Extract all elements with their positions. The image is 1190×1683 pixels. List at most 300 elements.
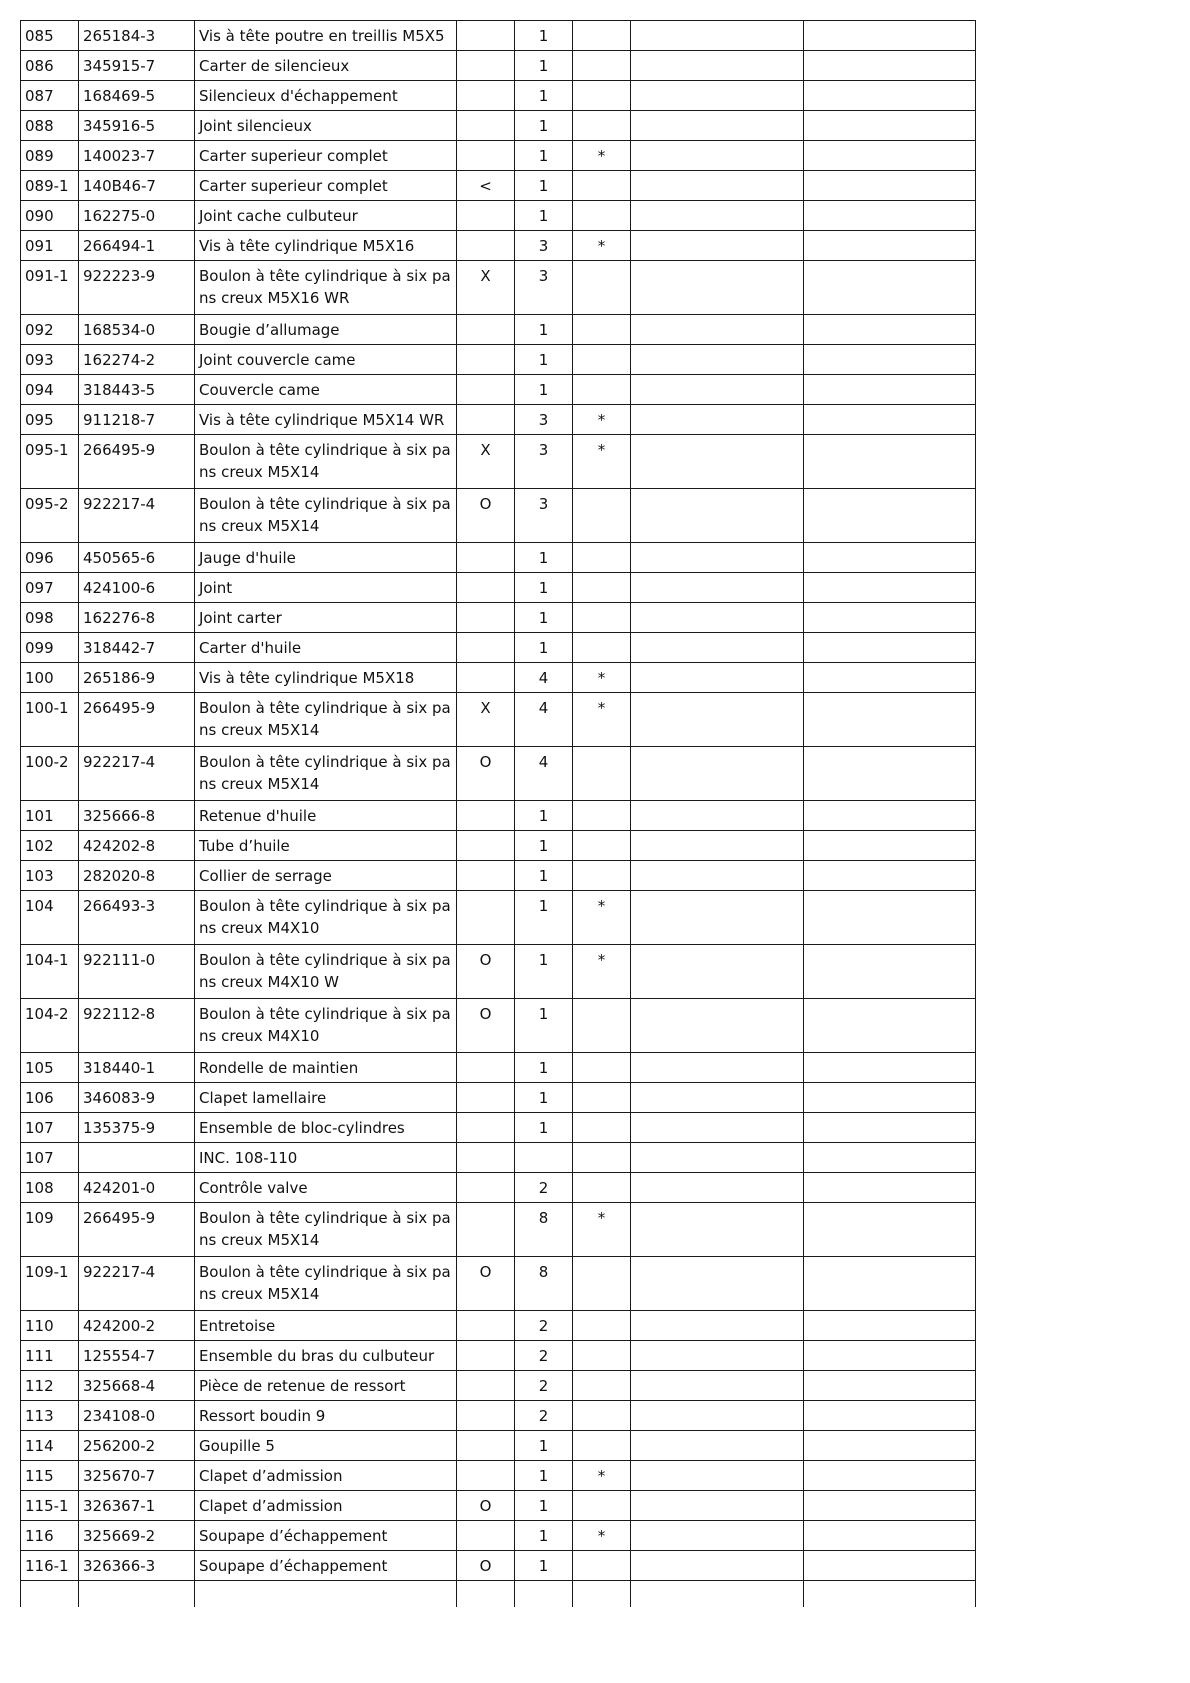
blank-cell (804, 201, 976, 231)
blank-cell (804, 801, 976, 831)
blank-cell (804, 1341, 976, 1371)
description-cell: Clapet lamellaire (195, 1083, 457, 1113)
parts-list-body (21, 21, 976, 1607)
part-number-cell: 922217-4 (79, 1257, 195, 1311)
blank-cell (631, 633, 804, 663)
table-row (21, 1401, 976, 1431)
blank-cell (631, 375, 804, 405)
quantity-cell: 1 (515, 201, 573, 231)
blank-cell (631, 201, 804, 231)
part-number-cell: 922111-0 (79, 945, 195, 999)
description-cell: Pièce de retenue de ressort (195, 1371, 457, 1401)
change-flag-cell (457, 1341, 515, 1371)
table-row (21, 51, 976, 81)
quantity-cell: 1 (515, 633, 573, 663)
table-row (21, 231, 976, 261)
item-ref-cell: 109-1 (21, 1257, 79, 1311)
quantity-cell: 1 (515, 111, 573, 141)
change-flag-cell (457, 345, 515, 375)
quantity-cell: 1 (515, 21, 573, 51)
quantity-cell: 1 (515, 945, 573, 999)
change-flag-cell (457, 405, 515, 435)
part-number-cell: 162276-8 (79, 603, 195, 633)
blank-cell (804, 1551, 976, 1581)
description-cell: Boulon à tête cylindrique à six pans creux M5X16 WR (195, 261, 457, 315)
blank-cell (631, 1551, 804, 1581)
note-mark-cell: * (573, 945, 631, 999)
item-ref-cell: 100-1 (21, 693, 79, 747)
quantity-cell: 1 (515, 861, 573, 891)
part-number-cell: 265186-9 (79, 663, 195, 693)
blank-cell (804, 51, 976, 81)
description-cell: Joint carter (195, 603, 457, 633)
note-mark-cell: * (573, 435, 631, 489)
note-mark-cell (573, 543, 631, 573)
table-row (21, 633, 976, 663)
part-number-cell: 424201-0 (79, 1173, 195, 1203)
part-number-cell (79, 1143, 195, 1173)
note-mark-cell: * (573, 1461, 631, 1491)
item-ref-cell: 092 (21, 315, 79, 345)
part-number-cell: 326367-1 (79, 1491, 195, 1521)
part-number-cell: 282020-8 (79, 861, 195, 891)
description-cell (195, 1581, 457, 1607)
blank-cell (804, 1581, 976, 1607)
table-row (21, 1491, 976, 1521)
quantity-cell: 2 (515, 1371, 573, 1401)
table-row (21, 405, 976, 435)
blank-cell (804, 1371, 976, 1401)
blank-cell (631, 801, 804, 831)
quantity-cell: 2 (515, 1341, 573, 1371)
blank-cell (631, 747, 804, 801)
item-ref-cell: 114 (21, 1431, 79, 1461)
blank-cell (804, 1257, 976, 1311)
change-flag-cell (457, 1113, 515, 1143)
note-mark-cell (573, 345, 631, 375)
note-mark-cell: * (573, 891, 631, 945)
item-ref-cell: 107 (21, 1143, 79, 1173)
item-ref-cell: 098 (21, 603, 79, 633)
item-ref-cell: 115-1 (21, 1491, 79, 1521)
quantity-cell: 8 (515, 1257, 573, 1311)
quantity-cell: 1 (515, 171, 573, 201)
part-number-cell: 135375-9 (79, 1113, 195, 1143)
table-row (21, 663, 976, 693)
description-cell: Boulon à tête cylindrique à six pans creux M4X10 W (195, 945, 457, 999)
change-flag-cell (457, 1083, 515, 1113)
item-ref-cell: 101 (21, 801, 79, 831)
change-flag-cell (457, 1311, 515, 1341)
note-mark-cell: * (573, 663, 631, 693)
quantity-cell: 1 (515, 603, 573, 633)
quantity-cell: 1 (515, 1521, 573, 1551)
part-number-cell: 318443-5 (79, 375, 195, 405)
note-mark-cell: * (573, 405, 631, 435)
change-flag-cell (457, 573, 515, 603)
item-ref-cell: 086 (21, 51, 79, 81)
quantity-cell: 1 (515, 1083, 573, 1113)
note-mark-cell: * (573, 231, 631, 261)
item-ref-cell: 105 (21, 1053, 79, 1083)
item-ref-cell: 088 (21, 111, 79, 141)
note-mark-cell (573, 201, 631, 231)
quantity-cell (515, 1581, 573, 1607)
part-number-cell: 424200-2 (79, 1311, 195, 1341)
part-number-cell: 318442-7 (79, 633, 195, 663)
description-cell: Vis à tête cylindrique M5X14 WR (195, 405, 457, 435)
blank-cell (631, 81, 804, 111)
description-cell: Boulon à tête cylindrique à six pans creux M5X14 (195, 435, 457, 489)
blank-cell (804, 543, 976, 573)
part-number-cell: 325666-8 (79, 801, 195, 831)
blank-cell (631, 1461, 804, 1491)
note-mark-cell (573, 1491, 631, 1521)
change-flag-cell (457, 1371, 515, 1401)
change-flag-cell (457, 315, 515, 345)
note-mark-cell (573, 831, 631, 861)
table-row (21, 831, 976, 861)
note-mark-cell (573, 1113, 631, 1143)
quantity-cell: 2 (515, 1311, 573, 1341)
item-ref-cell: 102 (21, 831, 79, 861)
table-row (21, 1053, 976, 1083)
note-mark-cell (573, 1581, 631, 1607)
description-cell: Soupape d’échappement (195, 1551, 457, 1581)
quantity-cell: 1 (515, 1113, 573, 1143)
note-mark-cell (573, 633, 631, 663)
table-row (21, 747, 976, 801)
item-ref-cell: 116 (21, 1521, 79, 1551)
description-cell: Boulon à tête cylindrique à six pans creux M4X10 (195, 999, 457, 1053)
blank-cell (631, 945, 804, 999)
quantity-cell: 1 (515, 1053, 573, 1083)
blank-cell (804, 573, 976, 603)
change-flag-cell: O (457, 945, 515, 999)
table-row (21, 435, 976, 489)
blank-cell (631, 21, 804, 51)
blank-cell (804, 891, 976, 945)
blank-cell (804, 435, 976, 489)
item-ref-cell: 095-2 (21, 489, 79, 543)
table-row (21, 1431, 976, 1461)
change-flag-cell: X (457, 435, 515, 489)
note-mark-cell (573, 111, 631, 141)
blank-cell (631, 1431, 804, 1461)
quantity-cell: 1 (515, 81, 573, 111)
description-cell: Boulon à tête cylindrique à six pans creux M5X14 (195, 747, 457, 801)
change-flag-cell (457, 861, 515, 891)
part-number-cell: 162274-2 (79, 345, 195, 375)
part-number-cell: 125554-7 (79, 1341, 195, 1371)
blank-cell (804, 999, 976, 1053)
part-number-cell: 922217-4 (79, 489, 195, 543)
change-flag-cell (457, 141, 515, 171)
table-row (21, 861, 976, 891)
note-mark-cell (573, 51, 631, 81)
change-flag-cell (457, 21, 515, 51)
description-cell: Boulon à tête cylindrique à six pans creux M5X14 (195, 1203, 457, 1257)
note-mark-cell (573, 1401, 631, 1431)
blank-cell (804, 831, 976, 861)
description-cell: Clapet d’admission (195, 1491, 457, 1521)
table-row (21, 1371, 976, 1401)
note-mark-cell (573, 1551, 631, 1581)
part-number-cell: 346083-9 (79, 1083, 195, 1113)
change-flag-cell: O (457, 747, 515, 801)
blank-cell (804, 81, 976, 111)
table-row (21, 1521, 976, 1551)
quantity-cell: 4 (515, 693, 573, 747)
change-flag-cell: O (457, 999, 515, 1053)
description-cell: Retenue d'huile (195, 801, 457, 831)
quantity-cell: 8 (515, 1203, 573, 1257)
change-flag-cell (457, 663, 515, 693)
table-row (21, 1173, 976, 1203)
part-number-cell: 234108-0 (79, 1401, 195, 1431)
blank-cell (804, 1491, 976, 1521)
quantity-cell: 1 (515, 1461, 573, 1491)
description-cell: Boulon à tête cylindrique à six pans creux M4X10 (195, 891, 457, 945)
note-mark-cell (573, 1431, 631, 1461)
item-ref-cell: 106 (21, 1083, 79, 1113)
note-mark-cell (573, 21, 631, 51)
table-row (21, 111, 976, 141)
table-row (21, 261, 976, 315)
description-cell: Carter superieur complet (195, 141, 457, 171)
blank-cell (631, 543, 804, 573)
part-number-cell: 266495-9 (79, 1203, 195, 1257)
blank-cell (804, 1203, 976, 1257)
blank-cell (804, 21, 976, 51)
quantity-cell (515, 1143, 573, 1173)
change-flag-cell (457, 1053, 515, 1083)
table-row (21, 1311, 976, 1341)
blank-cell (804, 171, 976, 201)
description-cell: Carter d'huile (195, 633, 457, 663)
note-mark-cell (573, 1053, 631, 1083)
description-cell: Ensemble de bloc-cylindres (195, 1113, 457, 1143)
table-row (21, 171, 976, 201)
blank-cell (804, 345, 976, 375)
item-ref-cell: 089-1 (21, 171, 79, 201)
change-flag-cell: X (457, 693, 515, 747)
table-row (21, 489, 976, 543)
blank-cell (804, 231, 976, 261)
table-row (21, 1113, 976, 1143)
blank-cell (631, 261, 804, 315)
part-number-cell: 325670-7 (79, 1461, 195, 1491)
blank-cell (631, 489, 804, 543)
note-mark-cell (573, 801, 631, 831)
part-number-cell: 168534-0 (79, 315, 195, 345)
table-row (21, 891, 976, 945)
change-flag-cell (457, 51, 515, 81)
item-ref-cell: 097 (21, 573, 79, 603)
blank-cell (631, 51, 804, 81)
item-ref-cell: 112 (21, 1371, 79, 1401)
blank-cell (631, 861, 804, 891)
table-row (21, 573, 976, 603)
note-mark-cell (573, 81, 631, 111)
note-mark-cell (573, 375, 631, 405)
blank-cell (631, 345, 804, 375)
item-ref-cell: 104 (21, 891, 79, 945)
part-number-cell (79, 1581, 195, 1607)
quantity-cell: 1 (515, 543, 573, 573)
part-number-cell: 325668-4 (79, 1371, 195, 1401)
quantity-cell: 2 (515, 1401, 573, 1431)
description-cell: Entretoise (195, 1311, 457, 1341)
description-cell: Clapet d’admission (195, 1461, 457, 1491)
description-cell: Boulon à tête cylindrique à six pans creux M5X14 (195, 1257, 457, 1311)
description-cell: Joint couvercle came (195, 345, 457, 375)
note-mark-cell (573, 1257, 631, 1311)
item-ref-cell: 104-1 (21, 945, 79, 999)
blank-cell (804, 1401, 976, 1431)
note-mark-cell (573, 1143, 631, 1173)
quantity-cell: 1 (515, 1431, 573, 1461)
item-ref-cell: 099 (21, 633, 79, 663)
quantity-cell: 1 (515, 315, 573, 345)
blank-cell (631, 171, 804, 201)
note-mark-cell: * (573, 1521, 631, 1551)
description-cell: INC. 108-110 (195, 1143, 457, 1173)
part-number-cell: 266495-9 (79, 693, 195, 747)
table-row (21, 315, 976, 345)
change-flag-cell (457, 231, 515, 261)
item-ref-cell: 095-1 (21, 435, 79, 489)
note-mark-cell (573, 261, 631, 315)
part-number-cell: 266495-9 (79, 435, 195, 489)
part-number-cell: 345915-7 (79, 51, 195, 81)
blank-cell (631, 1581, 804, 1607)
table-row (21, 1203, 976, 1257)
change-flag-cell (457, 1203, 515, 1257)
quantity-cell: 3 (515, 405, 573, 435)
quantity-cell: 1 (515, 345, 573, 375)
part-number-cell: 140B46-7 (79, 171, 195, 201)
blank-cell (804, 1143, 976, 1173)
note-mark-cell (573, 861, 631, 891)
description-cell: Joint cache culbuteur (195, 201, 457, 231)
blank-cell (631, 1083, 804, 1113)
change-flag-cell (457, 201, 515, 231)
blank-cell (631, 435, 804, 489)
table-row (21, 21, 976, 51)
change-flag-cell (457, 543, 515, 573)
item-ref-cell: 109 (21, 1203, 79, 1257)
change-flag-cell: O (457, 489, 515, 543)
item-ref-cell: 093 (21, 345, 79, 375)
blank-cell (631, 603, 804, 633)
description-cell: Goupille 5 (195, 1431, 457, 1461)
description-cell: Joint (195, 573, 457, 603)
blank-cell (804, 489, 976, 543)
table-row (21, 1083, 976, 1113)
item-ref-cell: 087 (21, 81, 79, 111)
part-number-cell: 140023-7 (79, 141, 195, 171)
note-mark-cell (573, 747, 631, 801)
change-flag-cell (457, 1173, 515, 1203)
item-ref-cell: 085 (21, 21, 79, 51)
description-cell: Vis à tête cylindrique M5X16 (195, 231, 457, 261)
description-cell: Soupape d’échappement (195, 1521, 457, 1551)
blank-cell (631, 1173, 804, 1203)
change-flag-cell (457, 603, 515, 633)
quantity-cell: 2 (515, 1173, 573, 1203)
part-number-cell: 922112-8 (79, 999, 195, 1053)
change-flag-cell (457, 1521, 515, 1551)
quantity-cell: 1 (515, 573, 573, 603)
blank-cell (804, 633, 976, 663)
change-flag-cell (457, 1461, 515, 1491)
blank-cell (804, 1113, 976, 1143)
blank-cell (804, 1521, 976, 1551)
item-ref-cell: 095 (21, 405, 79, 435)
change-flag-cell (457, 1401, 515, 1431)
part-number-cell: 345916-5 (79, 111, 195, 141)
item-ref-cell: 108 (21, 1173, 79, 1203)
part-number-cell: 450565-6 (79, 543, 195, 573)
table-row (21, 603, 976, 633)
blank-cell (631, 1401, 804, 1431)
quantity-cell: 1 (515, 51, 573, 81)
part-number-cell: 265184-3 (79, 21, 195, 51)
description-cell: Vis à tête cylindrique M5X18 (195, 663, 457, 693)
item-ref-cell: 091-1 (21, 261, 79, 315)
blank-cell (631, 1341, 804, 1371)
part-number-cell: 326366-3 (79, 1551, 195, 1581)
table-row (21, 201, 976, 231)
blank-cell (631, 891, 804, 945)
part-number-cell: 168469-5 (79, 81, 195, 111)
part-number-cell: 922217-4 (79, 747, 195, 801)
quantity-cell: 1 (515, 1551, 573, 1581)
table-row (21, 1461, 976, 1491)
part-number-cell: 266493-3 (79, 891, 195, 945)
description-cell: Ressort boudin 9 (195, 1401, 457, 1431)
change-flag-cell (457, 801, 515, 831)
part-number-cell: 922223-9 (79, 261, 195, 315)
description-cell: Jauge d'huile (195, 543, 457, 573)
change-flag-cell: X (457, 261, 515, 315)
blank-cell (631, 693, 804, 747)
blank-cell (804, 1431, 976, 1461)
blank-cell (804, 141, 976, 171)
table-row (21, 693, 976, 747)
change-flag-cell (457, 375, 515, 405)
table-row (21, 945, 976, 999)
quantity-cell: 1 (515, 999, 573, 1053)
note-mark-cell (573, 1311, 631, 1341)
table-row (21, 1341, 976, 1371)
note-mark-cell: * (573, 1203, 631, 1257)
change-flag-cell (457, 1581, 515, 1607)
item-ref-cell: 110 (21, 1311, 79, 1341)
item-ref-cell: 113 (21, 1401, 79, 1431)
blank-cell (804, 405, 976, 435)
table-row (21, 1257, 976, 1311)
item-ref-cell: 089 (21, 141, 79, 171)
description-cell: Joint silencieux (195, 111, 457, 141)
quantity-cell: 1 (515, 141, 573, 171)
part-number-cell: 911218-7 (79, 405, 195, 435)
change-flag-cell: < (457, 171, 515, 201)
item-ref-cell: 100-2 (21, 747, 79, 801)
blank-cell (631, 231, 804, 261)
item-ref-cell: 115 (21, 1461, 79, 1491)
